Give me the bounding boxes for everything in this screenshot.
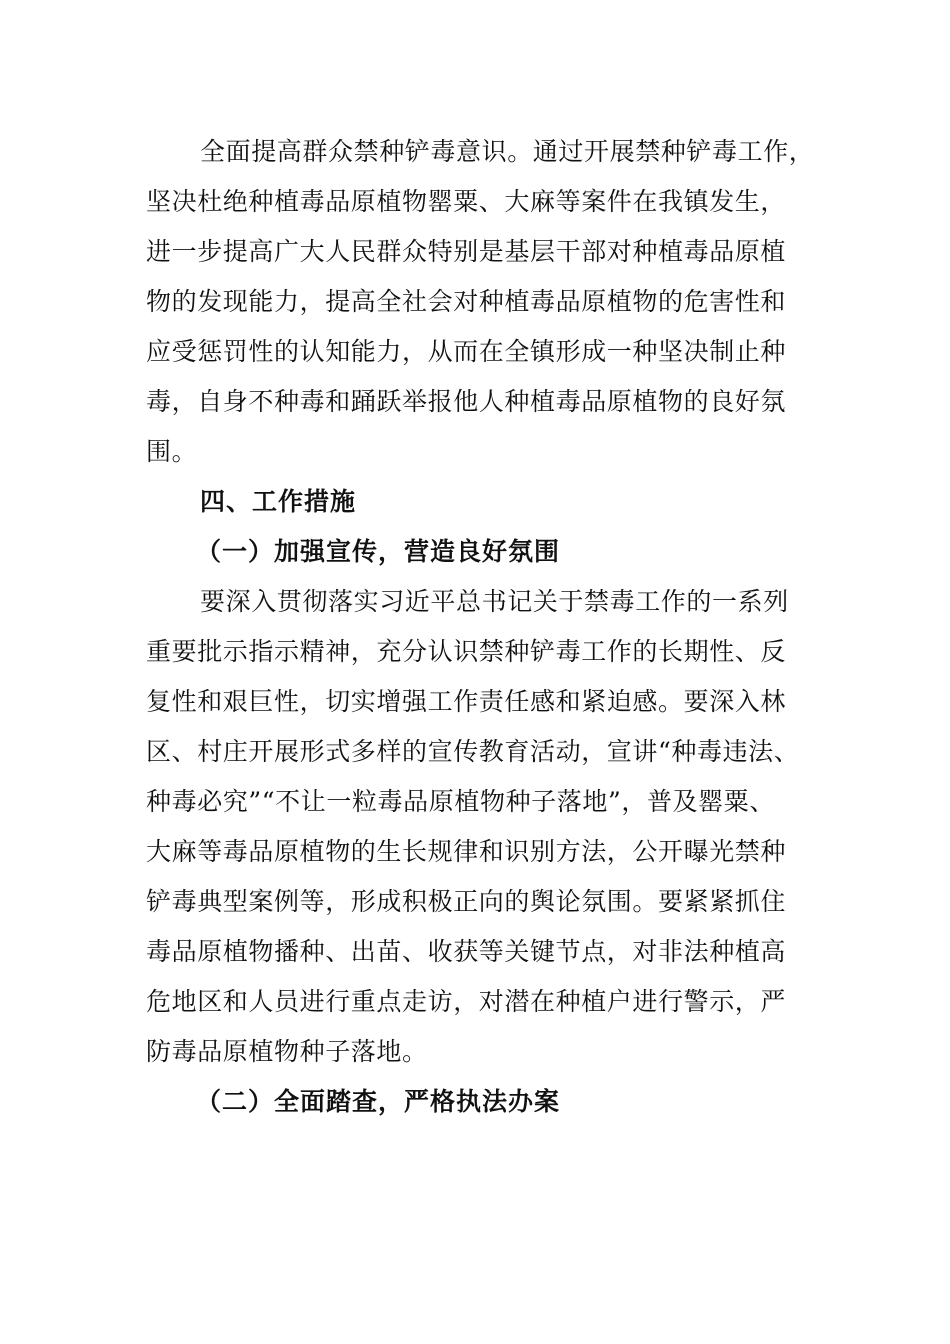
subsection-heading: （二）全面踏查，严格执法办案 xyxy=(196,1087,561,1116)
paragraph-line: 毒，自身不种毒和踊跃举报他人种植毒品原植物的良好氛 xyxy=(146,387,787,416)
paragraph-line: 毒品原植物播种、出苗、收获等关键节点，对非法种植高 xyxy=(146,937,787,966)
paragraph-line: 种毒必究”“不让一粒毒品原植物种子落地”，普及罂粟、 xyxy=(146,787,775,816)
paragraph-line: 进一步提高广大人民群众特别是基层干部对种植毒品原植 xyxy=(146,237,787,266)
paragraph-line: 大麻等毒品原植物的生长规律和识别方法，公开曝光禁种 xyxy=(146,837,787,866)
paragraph-line: 坚决杜绝种植毒品原植物罂粟、大麻等案件在我镇发生， xyxy=(146,187,787,216)
paragraph-line: 物的发现能力，提高全社会对种植毒品原植物的危害性和 xyxy=(146,287,787,316)
paragraph-line: 要深入贯彻落实习近平总书记关于禁毒工作的一系列 xyxy=(200,587,789,616)
paragraph-line: 区、村庄开展形式多样的宣传教育活动，宣讲“种毒违法、 xyxy=(146,737,800,766)
paragraph-line: 防毒品原植物种子落地。 xyxy=(146,1037,428,1066)
subsection-heading: （一）加强宣传，营造良好氛围 xyxy=(196,537,561,566)
paragraph-line: 铲毒典型案例等，形成积极正向的舆论氛围。要紧紧抓住 xyxy=(146,887,787,916)
paragraph-line: 重要批示指示精神，充分认识禁种铲毒工作的长期性、反 xyxy=(146,637,787,666)
paragraph-line: 复性和艰巨性，切实增强工作责任感和紧迫感。要深入林 xyxy=(146,687,787,716)
paragraph-line: 应受惩罚性的认知能力，从而在全镇形成一种坚决制止种 xyxy=(146,337,787,366)
paragraph-line: 全面提高群众禁种铲毒意识。通过开展禁种铲毒工作， xyxy=(200,137,815,166)
section-heading: 四、工作措施 xyxy=(200,487,357,516)
paragraph-line: 围。 xyxy=(146,437,198,466)
paragraph-line: 危地区和人员进行重点走访，对潜在种植户进行警示，严 xyxy=(146,987,787,1016)
